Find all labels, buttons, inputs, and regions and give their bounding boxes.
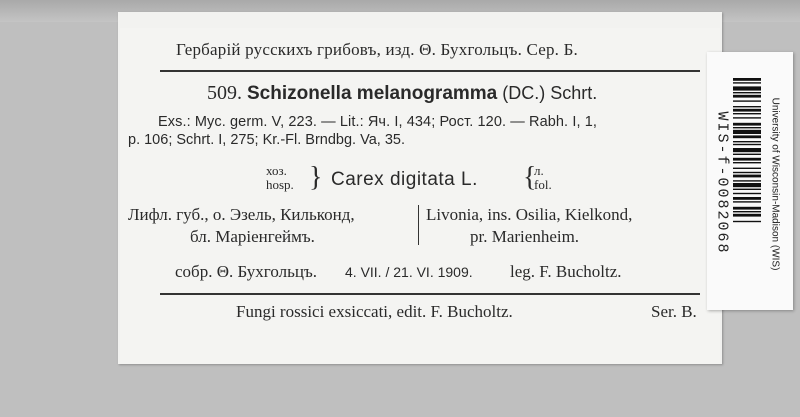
barcode-bar — [733, 144, 761, 145]
barcode-bar — [733, 154, 761, 155]
right-brace-glyph: } — [309, 162, 323, 193]
locality-la-line-1: Livonia, ins. Osilia, Kielkond, — [426, 205, 633, 224]
barcode-bar — [733, 189, 761, 190]
barcode-bar — [733, 197, 761, 200]
barcode-bar — [733, 78, 761, 81]
barcode-bar — [733, 92, 761, 93]
left-brace-glyph: { — [523, 162, 537, 193]
barcode-bar — [733, 180, 761, 181]
exsiccata-number: 509. — [207, 82, 242, 104]
collection-dates: 4. VII. / 21. VI. 1909. — [345, 264, 473, 280]
locality-ru-line-1: Лифл. губ., о. Эзель, Кильконд, — [128, 205, 355, 224]
bottom-rule — [160, 293, 700, 295]
barcode-bar — [733, 214, 761, 217]
barcode-bar — [733, 82, 761, 83]
top-rule — [160, 70, 700, 72]
host-label-ru: хоз. — [266, 163, 287, 178]
host-label-la: hosp. — [266, 177, 294, 192]
barcode-bar — [733, 95, 761, 98]
references-line-1: Exs.: Myc. germ. V, 223. — Lit.: Яч. I, 434; Рост. 120. — Rabh. I, 1, — [158, 114, 597, 130]
part-label-la: fol. — [534, 177, 552, 192]
barcode-number — [712, 76, 732, 290]
barcode-bar — [733, 106, 761, 107]
locality-ru-line-2: бл. Маріенгеймъ. — [190, 227, 315, 246]
series-footer-code: Ser. B. — [651, 302, 697, 321]
barcode-bar — [733, 117, 761, 118]
barcode-bar — [733, 193, 761, 194]
part-label-ru: л. — [534, 163, 544, 178]
barcode-bar — [733, 201, 761, 202]
barcode-bar — [733, 175, 761, 178]
species-title — [207, 82, 597, 105]
barcode-bar — [733, 100, 761, 101]
series-header: Гербарій русскихъ грибовъ, изд. Θ. Бухгольцъ. Сер. Б. — [176, 40, 578, 59]
locality-la-line-2: pr. Marienheim. — [470, 227, 580, 246]
barcode-bar — [733, 130, 761, 134]
barcode-bar — [733, 168, 761, 169]
institution-caption-text: University of Wisconsin-Madison (WIS) — [769, 97, 781, 271]
barcode-bar — [733, 123, 761, 126]
barcode-bar — [733, 162, 761, 163]
barcode-bar — [733, 141, 761, 142]
species-name: Schizonella melanogramma — [247, 83, 498, 104]
species-authority: (DC.) Schrt. — [502, 83, 598, 103]
barcode-bar — [733, 148, 761, 152]
barcode-graphic — [733, 76, 761, 290]
collector-ru: собр. Θ. Бухгольцъ. — [175, 262, 318, 281]
host-name: Carex digitata L. — [331, 169, 478, 190]
references-line-2: p. 106; Schrt. I, 275; Kr.-Fl. Brndbg. Va, 35. — [128, 132, 405, 148]
barcode-bar — [733, 211, 761, 212]
barcode-bar — [733, 221, 761, 222]
series-footer: Fungi rossici exsiccati, edit. F. Bucholtz. — [236, 302, 513, 321]
barcode-bar — [733, 183, 761, 187]
locality-divider — [418, 205, 419, 245]
barcode-bar — [733, 113, 761, 114]
collector-la: leg. F. Bucholtz. — [510, 262, 622, 281]
barcode-bar — [733, 207, 761, 210]
barcode-bar — [733, 172, 761, 173]
barcode-bar — [733, 135, 761, 138]
institution-caption — [766, 66, 784, 302]
barcode-bar — [733, 158, 761, 161]
barcode-bar — [733, 109, 761, 112]
barcode-bar — [733, 86, 761, 90]
barcode-number-text: WIS-f-0082068 — [713, 111, 731, 255]
barcode-bar — [733, 127, 761, 128]
